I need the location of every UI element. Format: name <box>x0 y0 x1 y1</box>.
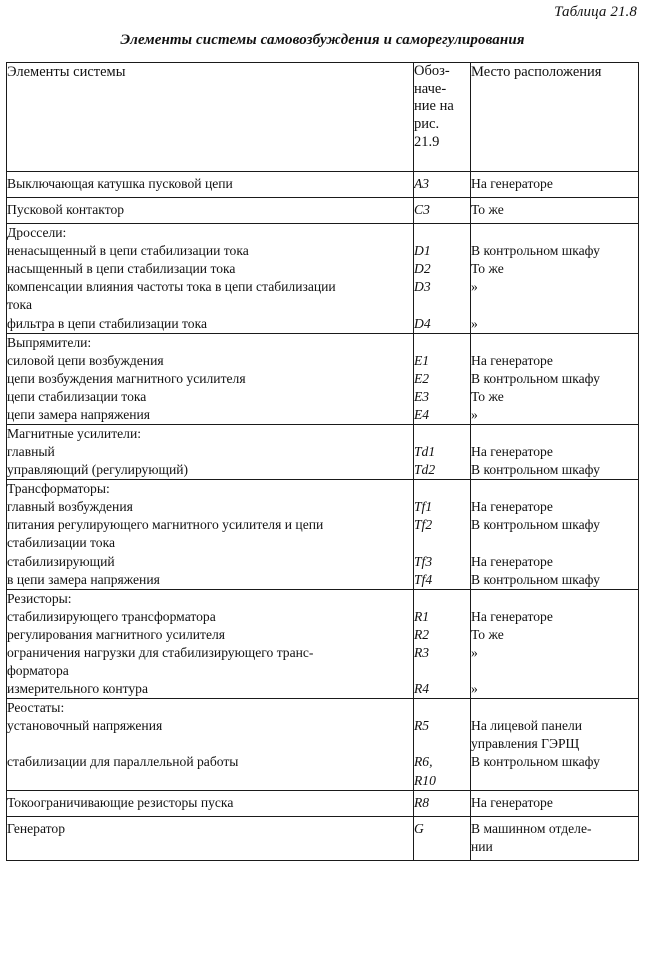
element-group-heading: Выпрямители: <box>7 334 92 350</box>
location-value: В контрольном шкафу <box>471 243 600 259</box>
element-name-line: цепи стабилизации тока <box>7 388 147 404</box>
location-value: В контрольном шкафу <box>471 370 600 386</box>
cell-designation <box>414 198 471 224</box>
designation-value: C3 <box>414 202 430 218</box>
table-row <box>7 790 639 816</box>
location-value: На лицевой панели <box>471 718 583 734</box>
designation-value: R8 <box>414 794 430 810</box>
element-name-line: фильтра в цепи стабилизации тока <box>7 315 207 331</box>
location-value: На генераторе <box>471 352 553 368</box>
designation-value: D1 <box>414 243 431 259</box>
element-name-line: главный возбуждения <box>7 499 133 515</box>
location-value: В машинном отделе- <box>471 820 592 836</box>
element-name-line: цепи замера напряжения <box>7 406 151 422</box>
location-spacer <box>471 480 638 498</box>
location-value: То же <box>471 261 504 277</box>
element-name-line: регулирования магнитного усилителя <box>7 626 226 642</box>
location-value: На генераторе <box>471 794 553 810</box>
designation-value: Td2 <box>414 462 436 478</box>
column-header-designation-line: 21.9 <box>414 133 440 150</box>
designation-spacer <box>414 334 470 352</box>
designation-spacer <box>414 699 470 717</box>
cell-element-name <box>7 333 414 424</box>
location-value: » <box>471 315 478 331</box>
designation-value: Tf3 <box>414 553 433 569</box>
table-row <box>7 333 639 424</box>
designation-value: E3 <box>414 388 430 404</box>
cell-element-name <box>7 699 414 790</box>
designation-spacer <box>414 590 470 608</box>
table-row <box>7 425 639 480</box>
designation-value: R1 <box>414 608 430 624</box>
cell-location <box>471 224 639 333</box>
cell-location <box>471 790 639 816</box>
cell-designation <box>414 589 471 698</box>
designation-value: E1 <box>414 352 430 368</box>
table-row <box>7 816 639 860</box>
cell-location <box>471 589 639 698</box>
location-value: На генераторе <box>471 499 553 515</box>
location-value: » <box>471 644 478 660</box>
location-value: » <box>471 279 478 295</box>
column-header-designation-line: наче- <box>414 80 447 97</box>
location-value: На генераторе <box>471 444 553 460</box>
element-name-line: Выключающая катушка пусковой цепи <box>7 176 233 191</box>
location-value: В контрольном шкафу <box>471 754 600 770</box>
table-body <box>7 172 639 861</box>
location-value: На генераторе <box>471 176 553 191</box>
table-row <box>7 198 639 224</box>
cell-location <box>471 816 639 860</box>
element-name-line: измерительного контура <box>7 681 148 697</box>
designation-value: Tf1 <box>414 499 433 515</box>
element-name-line: ненасыщенный в цепи стабилизации тока <box>7 243 249 259</box>
element-name-line: цепи возбуждения магнитного усилителя <box>7 370 246 386</box>
designation-value: E4 <box>414 406 430 422</box>
table-row <box>7 172 639 198</box>
location-value: То же <box>471 626 504 642</box>
element-name-line: установочный напряжения <box>7 718 163 734</box>
location-value: В контрольном шкафу <box>471 462 600 478</box>
cell-designation <box>414 425 471 480</box>
cell-designation <box>414 224 471 333</box>
designation-value: E2 <box>414 370 430 386</box>
column-header-designation <box>414 63 471 172</box>
location-value: В контрольном шкафу <box>471 517 600 533</box>
designation-value: D4 <box>414 315 431 331</box>
cell-location <box>471 172 639 198</box>
element-group-heading: Резисторы: <box>7 590 72 606</box>
cell-designation <box>414 816 471 860</box>
elements-table <box>6 62 639 861</box>
location-value: То же <box>471 202 504 218</box>
element-name-line: форматора <box>7 663 69 679</box>
element-group-heading: Дроссели: <box>7 225 67 241</box>
designation-value: D3 <box>414 279 431 295</box>
cell-element-name <box>7 816 414 860</box>
cell-location <box>471 198 639 224</box>
table-header-row <box>7 63 639 172</box>
element-name-line: управляющий (регулирующий) <box>7 462 189 478</box>
location-value: В контрольном шкафу <box>471 571 600 587</box>
cell-location <box>471 699 639 790</box>
designation-value: R10 <box>414 772 436 788</box>
table-number-label: Таблица 21.8 <box>554 4 637 20</box>
element-name-line: ограничения нагрузки для стабилизирующего транс- <box>7 644 314 660</box>
cell-designation <box>414 333 471 424</box>
cell-designation <box>414 790 471 816</box>
cell-location <box>471 425 639 480</box>
location-spacer <box>471 334 638 352</box>
element-name-spacer <box>7 735 413 753</box>
location-value: На генераторе <box>471 553 553 569</box>
element-group-heading: Реостаты: <box>7 700 65 716</box>
column-header-location: Место расположения <box>471 63 639 172</box>
column-header-elements: Элементы системы <box>7 63 414 172</box>
location-spacer <box>471 425 638 443</box>
location-value: нии <box>471 838 493 854</box>
designation-value: G <box>414 820 424 836</box>
designation-value: R2 <box>414 626 430 642</box>
location-spacer <box>471 699 638 717</box>
element-name-line: Пусковой контактор <box>7 202 125 218</box>
designation-value: Td1 <box>414 444 436 460</box>
designation-value: Tf2 <box>414 517 433 533</box>
element-name-line: Токоограничивающие резисторы пуска <box>7 794 234 810</box>
cell-designation <box>414 480 471 589</box>
element-name-line: насыщенный в цепи стабилизации тока <box>7 261 236 277</box>
element-name-line: стабилизации для параллельной работы <box>7 754 239 770</box>
element-name-line: стабилизирующий <box>7 553 115 569</box>
location-value: То же <box>471 388 504 404</box>
table-header <box>7 63 639 172</box>
table-title: Элементы системы самовозбуждения и саморегулирования <box>120 32 525 48</box>
element-name-line: Генератор <box>7 820 65 836</box>
cell-element-name <box>7 172 414 198</box>
designation-spacer <box>414 224 470 242</box>
designation-value: Tf4 <box>414 571 433 587</box>
designation-spacer <box>414 480 470 498</box>
column-header-designation-line: ние на <box>414 98 454 115</box>
column-header-designation-line: Обоз- <box>414 63 450 79</box>
table-row <box>7 589 639 698</box>
cell-element-name <box>7 589 414 698</box>
cell-element-name <box>7 425 414 480</box>
designation-spacer <box>414 425 470 443</box>
location-value: » <box>471 681 478 697</box>
table-container <box>6 62 638 861</box>
table-row <box>7 699 639 790</box>
cell-location <box>471 480 639 589</box>
designation-value: R6, <box>414 754 433 770</box>
element-name-line: главный <box>7 444 55 460</box>
column-header-designation-line: рис. <box>414 116 440 133</box>
element-name-line: питания регулирующего магнитного усилителя и цепи <box>7 517 324 533</box>
cell-designation <box>414 699 471 790</box>
element-name-line: стабилизации тока <box>7 535 116 551</box>
table-row <box>7 480 639 589</box>
element-name-line: тока <box>7 297 32 313</box>
designation-value: R5 <box>414 718 430 734</box>
location-spacer <box>471 590 638 608</box>
location-spacer <box>471 224 638 242</box>
location-value: » <box>471 406 478 422</box>
location-value: На генераторе <box>471 608 553 624</box>
element-name-line: компенсации влияния частоты тока в цепи стабилизации <box>7 279 336 295</box>
element-name-line: силовой цепи возбуждения <box>7 352 164 368</box>
element-name-line: стабилизирующего трансформатора <box>7 608 216 624</box>
table-row <box>7 224 639 333</box>
cell-element-name <box>7 198 414 224</box>
designation-value: D2 <box>414 261 431 277</box>
cell-element-name <box>7 480 414 589</box>
element-group-heading: Трансформаторы: <box>7 481 110 497</box>
cell-location <box>471 333 639 424</box>
designation-value: R3 <box>414 644 430 660</box>
location-value: управления ГЭРЩ <box>471 736 580 752</box>
cell-element-name <box>7 224 414 333</box>
element-group-heading: Магнитные усилители: <box>7 426 141 442</box>
designation-value: R4 <box>414 681 430 697</box>
element-name-line: в цепи замера напряжения <box>7 571 160 587</box>
cell-designation <box>414 172 471 198</box>
cell-element-name <box>7 790 414 816</box>
element-name-spacer <box>7 772 413 790</box>
designation-value: A3 <box>414 176 430 191</box>
